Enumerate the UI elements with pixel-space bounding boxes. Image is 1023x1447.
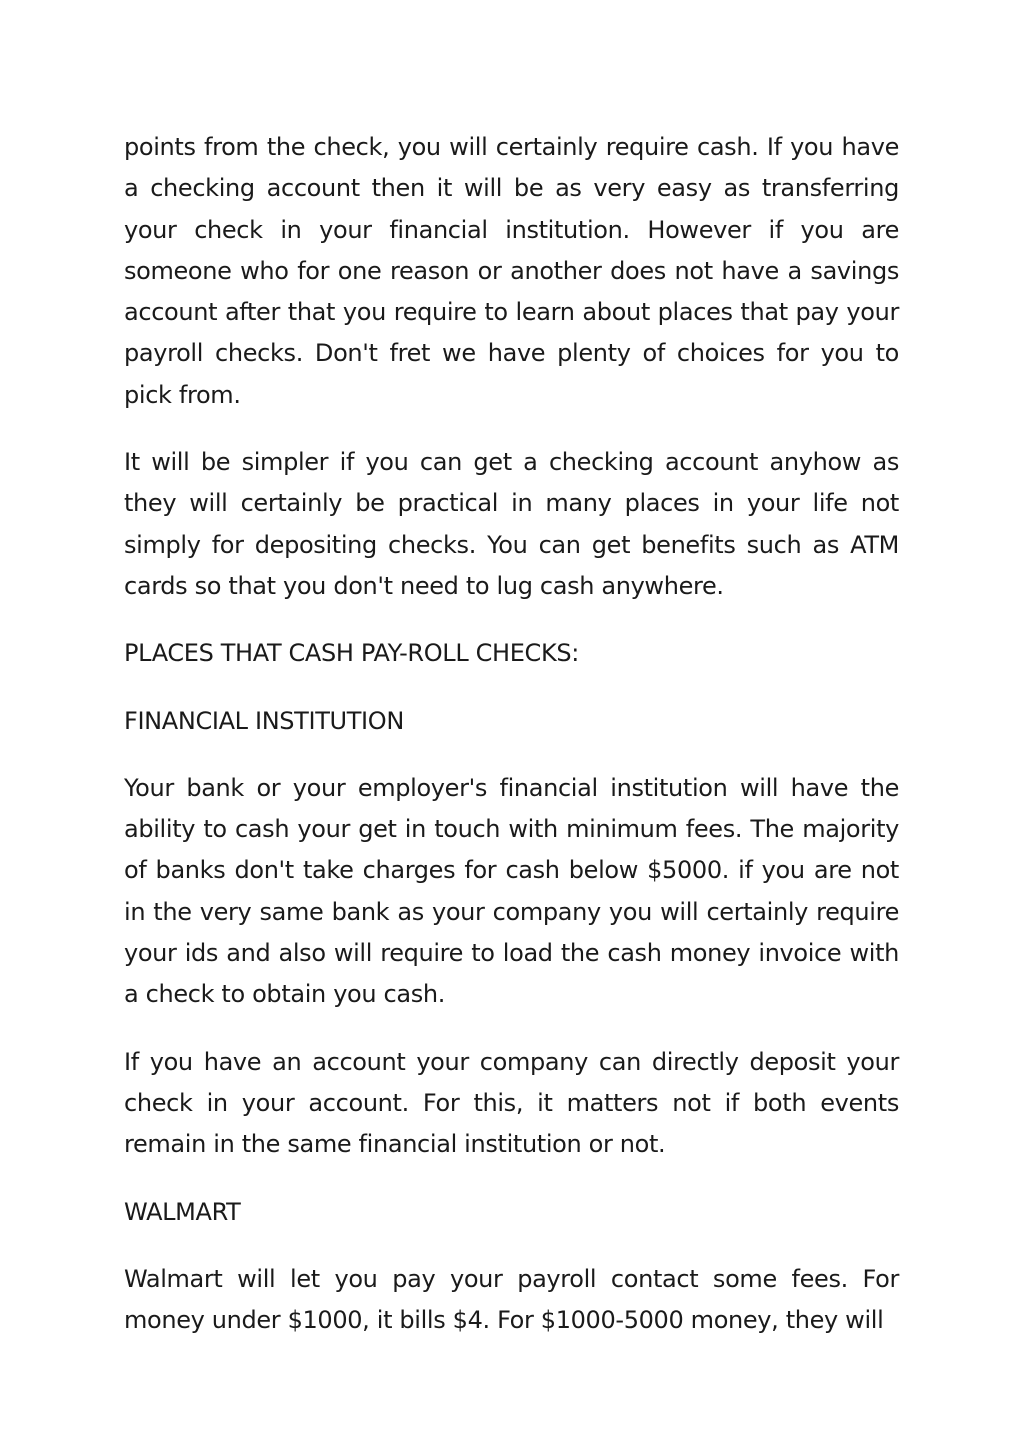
paragraph-direct-deposit: If you have an account your company can directly deposit your check in your account. For this, it matters not if both events remain in the same financial institution or not. (124, 1047, 899, 1159)
document-page (124, 127, 899, 1341)
heading-financial-institution: FINANCIAL INSTITUTION (124, 706, 404, 735)
paragraph-bank: Your bank or your employer's financial institution will have the ability to cash your get in touch with minimum fees. The majority of banks don't take charges for cash below $5000. if you are not in the very same bank as your company you will certainly require your ids and also will require to load the cash money invoice with a check to obtain you cash. (124, 773, 899, 1009)
heading-walmart: WALMART (124, 1197, 241, 1226)
paragraph-checking-account: It will be simpler if you can get a checking account anyhow as they will certainly be practical in many places in your life not simply for depositing checks. You can get benefits such as ATM cards so that you don't need to lug cash anywhere. (124, 448, 899, 600)
heading-places-that-cash: PLACES THAT CASH PAY-ROLL CHECKS: (124, 639, 579, 668)
paragraph-intro: points from the check, you will certainly require cash. If you have a checking account then it will be as very easy as transferring your check in your financial institution. However if you are someone who for one reason or another does not have a savings account after that you require to learn about places that pay your payroll checks. Don't fret we have plenty of choices for you to pick from. (124, 133, 899, 409)
paragraph-walmart: Walmart will let you pay your payroll contact some fees. For money under $1000, it bills $4. For $1000-5000 money, they will (124, 1264, 899, 1335)
